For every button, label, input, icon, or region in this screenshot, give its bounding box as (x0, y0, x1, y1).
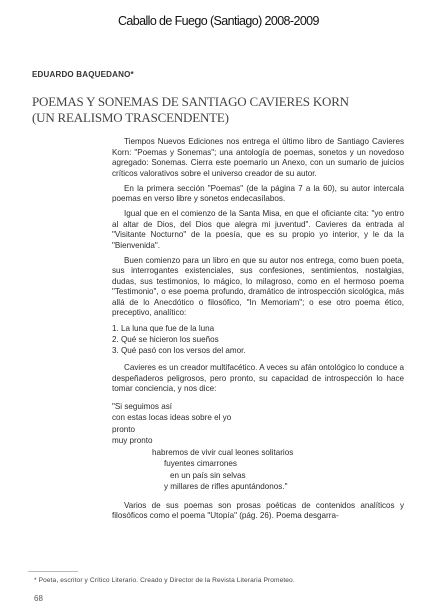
article-title (32, 94, 427, 126)
poem-line: pronto (112, 424, 135, 434)
paragraph-1: Tiempos Nuevos Ediciones nos entrega el último libro de Santiago Cavieres Korn: "Poemas y Sonemas"; una antología de poemas, sonetos y un novedoso agregado: Sonemas. Cierra este poemario un Anexo, con un sumario de juicios críticos valorativos sobre el universo creador de su autor. (112, 137, 404, 178)
paragraph-5: Cavieres es un creador multifacético. A veces su afán ontológico lo conduce a despeñaderos peligrosos, pero pronto, su capacidad de introspección lo hace tomar conciencia, y nos dice: (112, 363, 404, 393)
article-title-line-1: POEMAS Y SONEMAS DE SANTIAGO CAVIERES KORN (32, 94, 349, 109)
poem-line: con estas locas ideas sobre el yo (112, 413, 232, 422)
paragraph-6: Varios de sus poemas son prosas poéticas de contenidos analíticos y filosóficos como el poema "Utopía" (pág. 26). Poema desgarra- (112, 500, 404, 520)
page-number: 68 (34, 594, 43, 603)
article-body (112, 137, 404, 526)
poem-quote (112, 401, 404, 493)
publication-stamp: Caballo de Fuego (Santiago) 2008-2009 (118, 14, 319, 28)
author-name: EDUARDO BAQUEDANO* (32, 70, 134, 79)
poem-line: habremos de vivir cual leones solitarios (152, 447, 294, 457)
list-item: 1. La luna que fue de la luna (112, 324, 215, 333)
list-item: 2. Qué se hicieron los sueños (112, 335, 219, 344)
numbered-list (112, 323, 404, 356)
paragraph-3: Igual que en el comienzo de la Santa Misa, en que el oficiante cita: "yo entro al altar de Dios, del Dios que alegra mi juventud". Cavieres da entrada al "Visitante Nocturno" de la poesía, que es su propio yo interior, y le da la "Bienvenida". (112, 209, 404, 250)
poem-line: en un país sin selvas (170, 470, 246, 480)
article-title-line-2: (UN REALISMO TRASCENDENTE) (32, 110, 229, 125)
poem-line: fuyentes cimarrones (164, 459, 237, 468)
poem-line: "Si seguimos así (112, 401, 173, 411)
footnote: * Poeta, escritor y Crítico Literario. Creado y Director de la Revista Literaria Prometeo. (34, 577, 295, 584)
paragraph-4: Buen comienzo para un libro en que su autor nos entrega, como buen poeta, sus interrogantes existenciales, sus confesiones, sentimientos, nostalgias, dudas, sus testimonios, lo mágico, lo milagroso, como en el hermoso poema "Testimonio", o ese poema profundo, dramático de introspección sicológica, más allá de lo Anecdótico o filosófico, "In Memoriam"; o ese otro poema ético, preceptivo, analítico: (112, 255, 404, 317)
poem-line: y millares de rifles apuntándonos." (164, 482, 288, 491)
list-item: 3. Qué pasó con los versos del amor. (112, 346, 246, 355)
footnote-divider (28, 571, 78, 572)
poem-line: muy pronto (112, 436, 153, 445)
paragraph-2: En la primera sección "Poemas" (de la página 7 a la 60), su autor intercala poemas en verso libre y sonetos endecasílabos. (112, 183, 404, 203)
